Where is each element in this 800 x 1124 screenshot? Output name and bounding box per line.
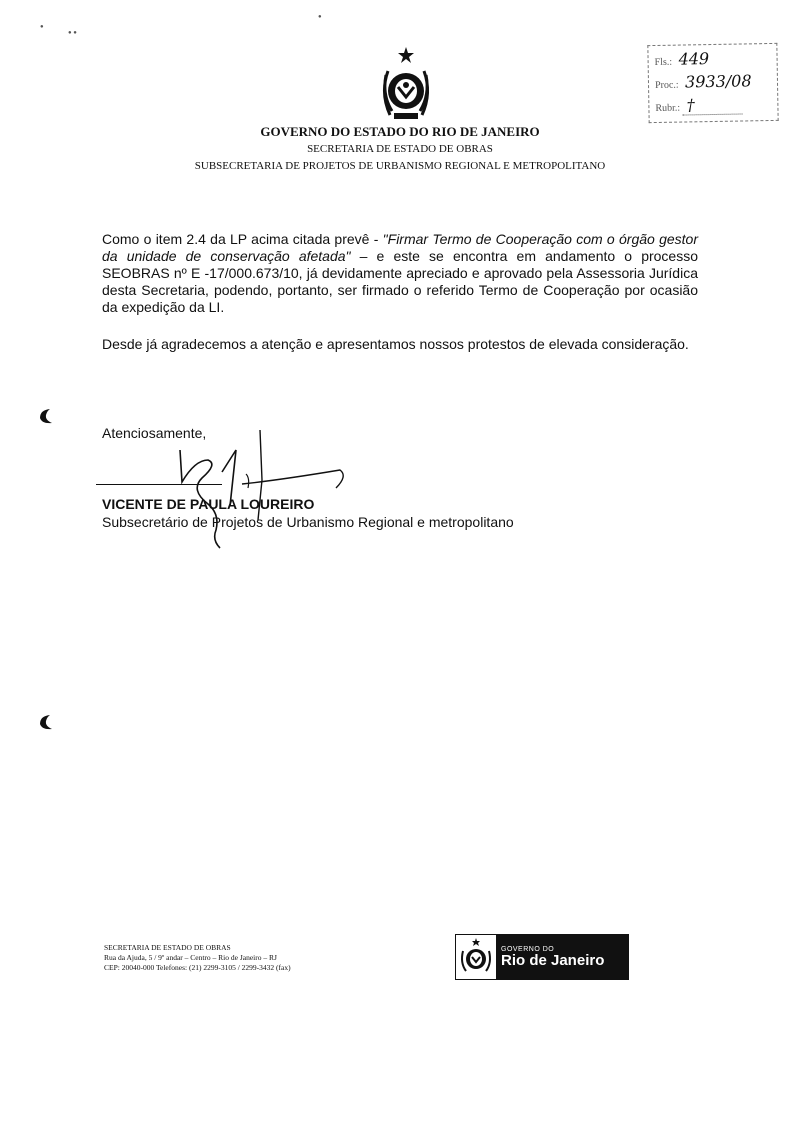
paragraph-cooperation (102, 231, 698, 316)
scan-speck: ● ● (68, 30, 77, 36)
stamp-proc-value: 3933/08 (684, 71, 752, 92)
logo-caption: GOVERNO DO (501, 945, 555, 953)
paragraph-cooperation-quote: "Firmar Termo de Cooperação com o órgão gestor da unidade de conservação afetada" (102, 231, 698, 264)
paragraph-cooperation-start: Como o item 2.4 da LP acima citada prevê - (102, 231, 383, 247)
punch-hole-icon (36, 712, 56, 732)
stamp-proc-label: Proc.: (654, 79, 679, 92)
paragraph-cooperation-end: – e este se encontra em andamento o processo SEOBRAS nº E -17/000.673/10, já devidamente apreciado e aprovado pela Assessoria Jurídica desta Secretaria, podendo, portanto, ser firmado o referido Termo de Cooperação por ocasião da expedição da LI. (102, 248, 698, 315)
signatory-name: VICENTE DE PAULA LOUREIRO (102, 496, 315, 512)
stamp-rubr-label: Rubr.: (655, 102, 681, 115)
stamp-fls-value: 449 (678, 49, 710, 69)
coat-of-arms-mini-icon (456, 935, 496, 977)
protocol-stamp (647, 43, 778, 123)
header-subsecretariat: SUBSECRETARIA DE PROJETOS DE URBANISMO REGIONAL E METROPOLITANO (194, 160, 606, 172)
stamp-rubr-value: † (686, 95, 695, 115)
footer-address-block (104, 943, 291, 973)
scan-speck: ● (40, 24, 44, 30)
scan-speck: ● (318, 14, 322, 20)
logo-title: Rio de Janeiro (501, 951, 605, 969)
handwritten-signature-icon (150, 430, 360, 550)
stamp-fls-label: Fls.: (654, 56, 673, 69)
state-coat-of-arms-icon (378, 45, 434, 123)
punch-hole-icon (36, 406, 56, 426)
header-secretariat: SECRETARIA DE ESTADO DE OBRAS (307, 143, 493, 155)
government-logo (455, 934, 629, 980)
signatory-role: Subsecretário de Projetos de Urbanismo Regional e metropolitano (102, 514, 514, 530)
closing-salutation: Atenciosamente, (102, 425, 207, 441)
footer-street: Rua da Ajuda, 5 / 9º andar – Centro – Rio de Janeiro – RJ (104, 953, 277, 962)
paragraph-thanks: Desde já agradecemos a atenção e apresentamos nossos protestos de elevada consideração. (102, 336, 689, 352)
footer-contact: CEP: 20040-000 Telefones: (21) 2299-3105 / 2299-3432 (fax) (104, 963, 291, 972)
footer-org: SECRETARIA DE ESTADO DE OBRAS (104, 943, 231, 952)
header-government: GOVERNO DO ESTADO DO RIO DE JANEIRO (260, 124, 540, 139)
